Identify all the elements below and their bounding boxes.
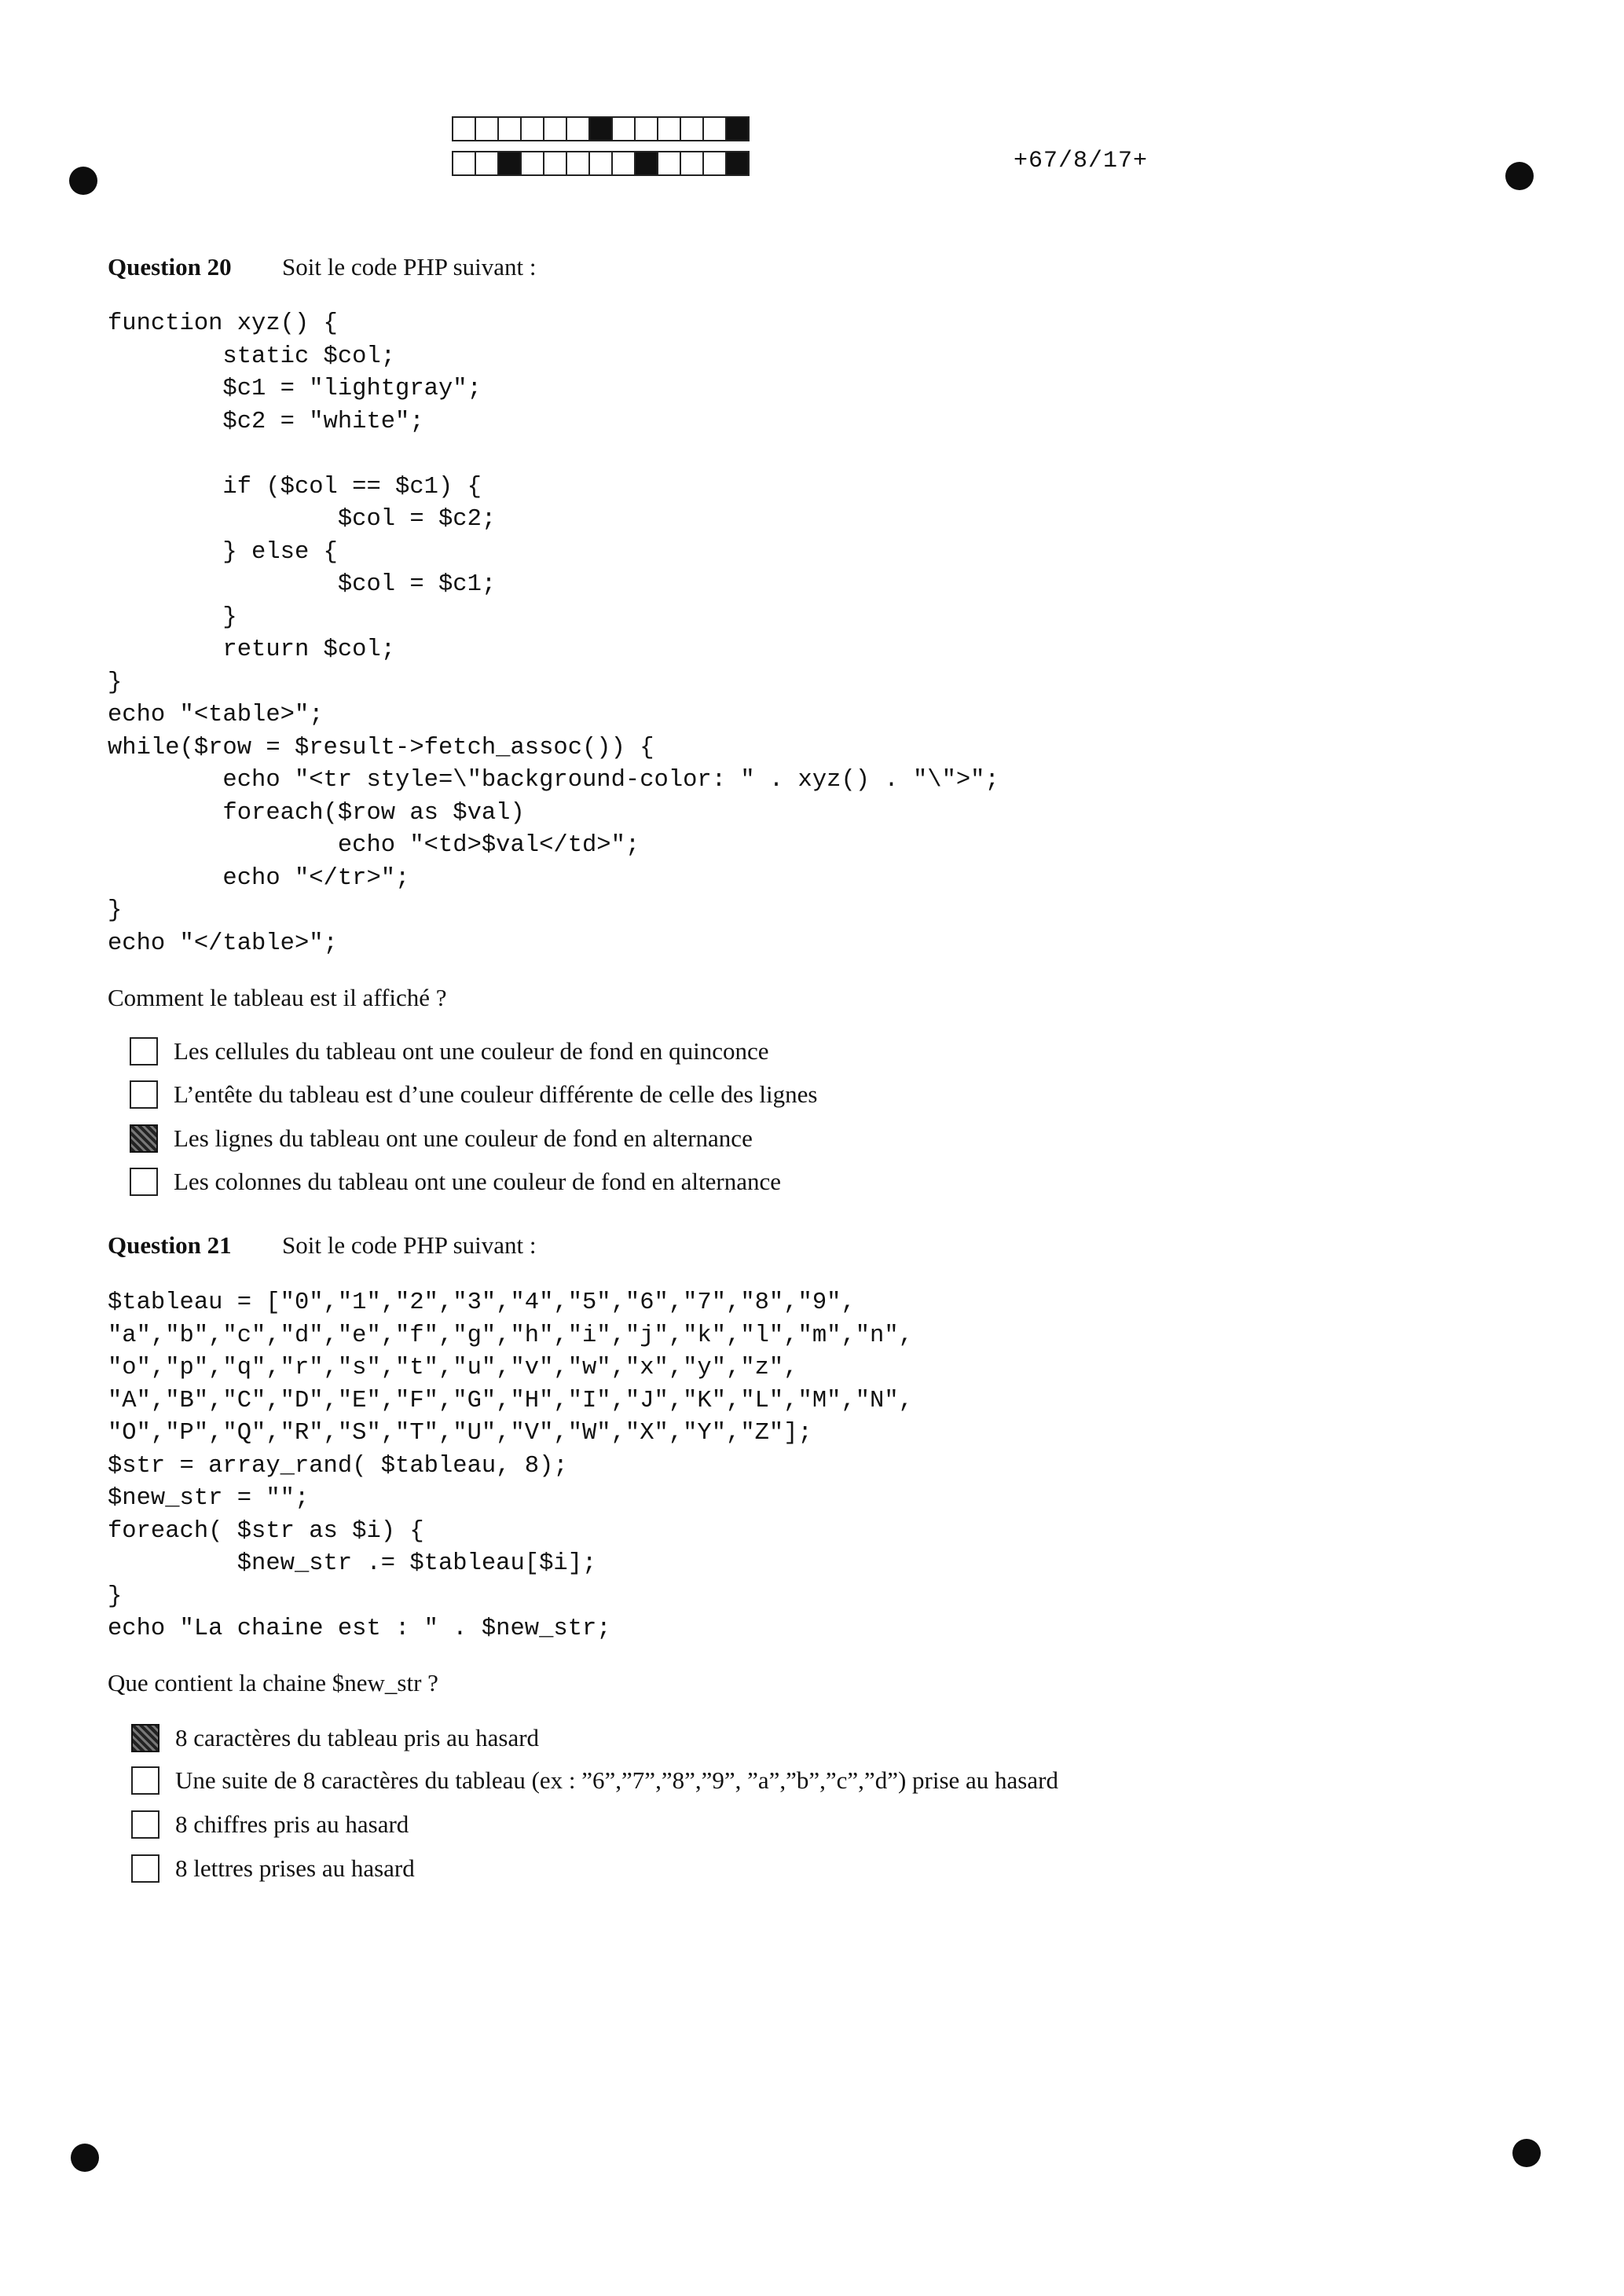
checkbox[interactable] — [131, 1854, 159, 1883]
id-cell-empty — [543, 116, 567, 141]
option-label: Les colonnes du tableau ont une couleur de fond en alternance — [174, 1168, 781, 1195]
option-label: 8 lettres prises au hasard — [175, 1854, 415, 1882]
question-21-prompt: Que contient la chaine $new_str ? — [108, 1669, 438, 1696]
page-id-code — [452, 116, 748, 185]
id-cell-empty — [702, 116, 727, 141]
id-cell-empty — [543, 151, 567, 176]
checkbox-checked[interactable] — [130, 1124, 158, 1153]
q21-option-4[interactable] — [131, 1851, 415, 1886]
q20-option-2[interactable] — [130, 1077, 817, 1112]
q20-option-4[interactable] — [130, 1165, 781, 1199]
registration-mark-top-left — [69, 167, 97, 195]
q21-option-2[interactable] — [131, 1763, 1058, 1798]
checkbox[interactable] — [130, 1037, 158, 1065]
id-cell-empty — [611, 116, 636, 141]
question-20-prompt: Comment le tableau est il affiché ? — [108, 984, 447, 1011]
id-cell-empty — [702, 151, 727, 176]
page-id-code-row — [452, 116, 748, 143]
registration-mark-bottom-left — [71, 2144, 99, 2172]
q21-option-1[interactable] — [131, 1721, 539, 1755]
q21-option-3[interactable] — [131, 1807, 409, 1842]
id-cell-empty — [611, 151, 636, 176]
id-cell-empty — [680, 151, 704, 176]
page-id-code-row — [452, 151, 748, 178]
option-label: Les cellules du tableau ont une couleur de fond en quinconce — [174, 1037, 769, 1065]
id-cell-empty — [475, 151, 499, 176]
option-label: 8 caractères du tableau pris au hasard — [175, 1724, 540, 1751]
checkbox-checked[interactable] — [131, 1724, 159, 1752]
id-cell-empty — [680, 116, 704, 141]
question-label: Question 20 — [108, 253, 232, 281]
q20-option-3[interactable] — [130, 1121, 753, 1156]
question-intro: Soit le code PHP suivant : — [282, 253, 537, 281]
question-20-code: function xyz() { static $col; $c1 = "lightgray"; $c2 = "white"; if ($col == $c1) { $col = $c2; } else { $col = $c1; } return $col; } echo "<table>"; while($row = $result->fetch_assoc()) { echo "<tr style=\"background-color: " . xyz() . "\">"; foreach($row as $val) echo "<td>$val</td>"; echo "</tr>"; } echo "</table>"; — [108, 310, 999, 957]
registration-mark-bottom-right — [1512, 2139, 1541, 2167]
checkbox[interactable] — [131, 1810, 159, 1839]
id-cell-empty — [520, 151, 544, 176]
id-cell-empty — [566, 151, 590, 176]
id-cell-empty — [497, 116, 522, 141]
question-20-title — [108, 253, 537, 281]
id-cell-filled — [725, 116, 750, 141]
question-21-title — [108, 1231, 537, 1260]
option-label: 8 chiffres pris au hasard — [175, 1810, 409, 1838]
q20-option-1[interactable] — [130, 1034, 769, 1069]
id-cell-empty — [657, 116, 681, 141]
option-label: Les lignes du tableau ont une couleur de fond en alternance — [174, 1124, 753, 1152]
id-cell-empty — [657, 151, 681, 176]
option-label: Une suite de 8 caractères du tableau (ex : ”6”,”7”,”8”,”9”, ”a”,”b”,”c”,”d”) prise au hasard — [175, 1766, 1058, 1794]
id-cell-filled — [634, 151, 658, 176]
id-cell-empty — [452, 116, 476, 141]
checkbox[interactable] — [131, 1766, 159, 1795]
id-cell-filled — [588, 116, 613, 141]
option-label: L’entête du tableau est d’une couleur différente de celle des lignes — [174, 1080, 818, 1108]
question-21-code: $tableau = ["0","1","2","3","4","5","6","7","8","9", "a","b","c","d","e","f","g","h","i","j","k","l","m","n", "o","p","q","r","s","t","u","v","w","x","y","z", "A","B","C","D","E","F","G","H","I","J","K","L","M","N", "O","P","Q","R","S","T","U","V","W","X","Y","Z"]; $str = array_rand( $tableau, 8); $new_str = ""; foreach( $str as $i) { $new_str .= $tableau[$i]; } echo "La chaine est : " . $new_str; — [108, 1289, 913, 1642]
id-cell-empty — [566, 116, 590, 141]
question-intro: Soit le code PHP suivant : — [282, 1231, 537, 1259]
checkbox[interactable] — [130, 1168, 158, 1196]
id-cell-empty — [634, 116, 658, 141]
registration-mark-top-right — [1505, 162, 1534, 190]
id-cell-empty — [475, 116, 499, 141]
id-cell-empty — [520, 116, 544, 141]
checkbox[interactable] — [130, 1080, 158, 1109]
question-label: Question 21 — [108, 1231, 232, 1259]
id-cell-empty — [588, 151, 613, 176]
id-cell-filled — [725, 151, 750, 176]
id-cell-filled — [497, 151, 522, 176]
page-identifier: +67/8/17+ — [1014, 148, 1149, 174]
id-cell-empty — [452, 151, 476, 176]
